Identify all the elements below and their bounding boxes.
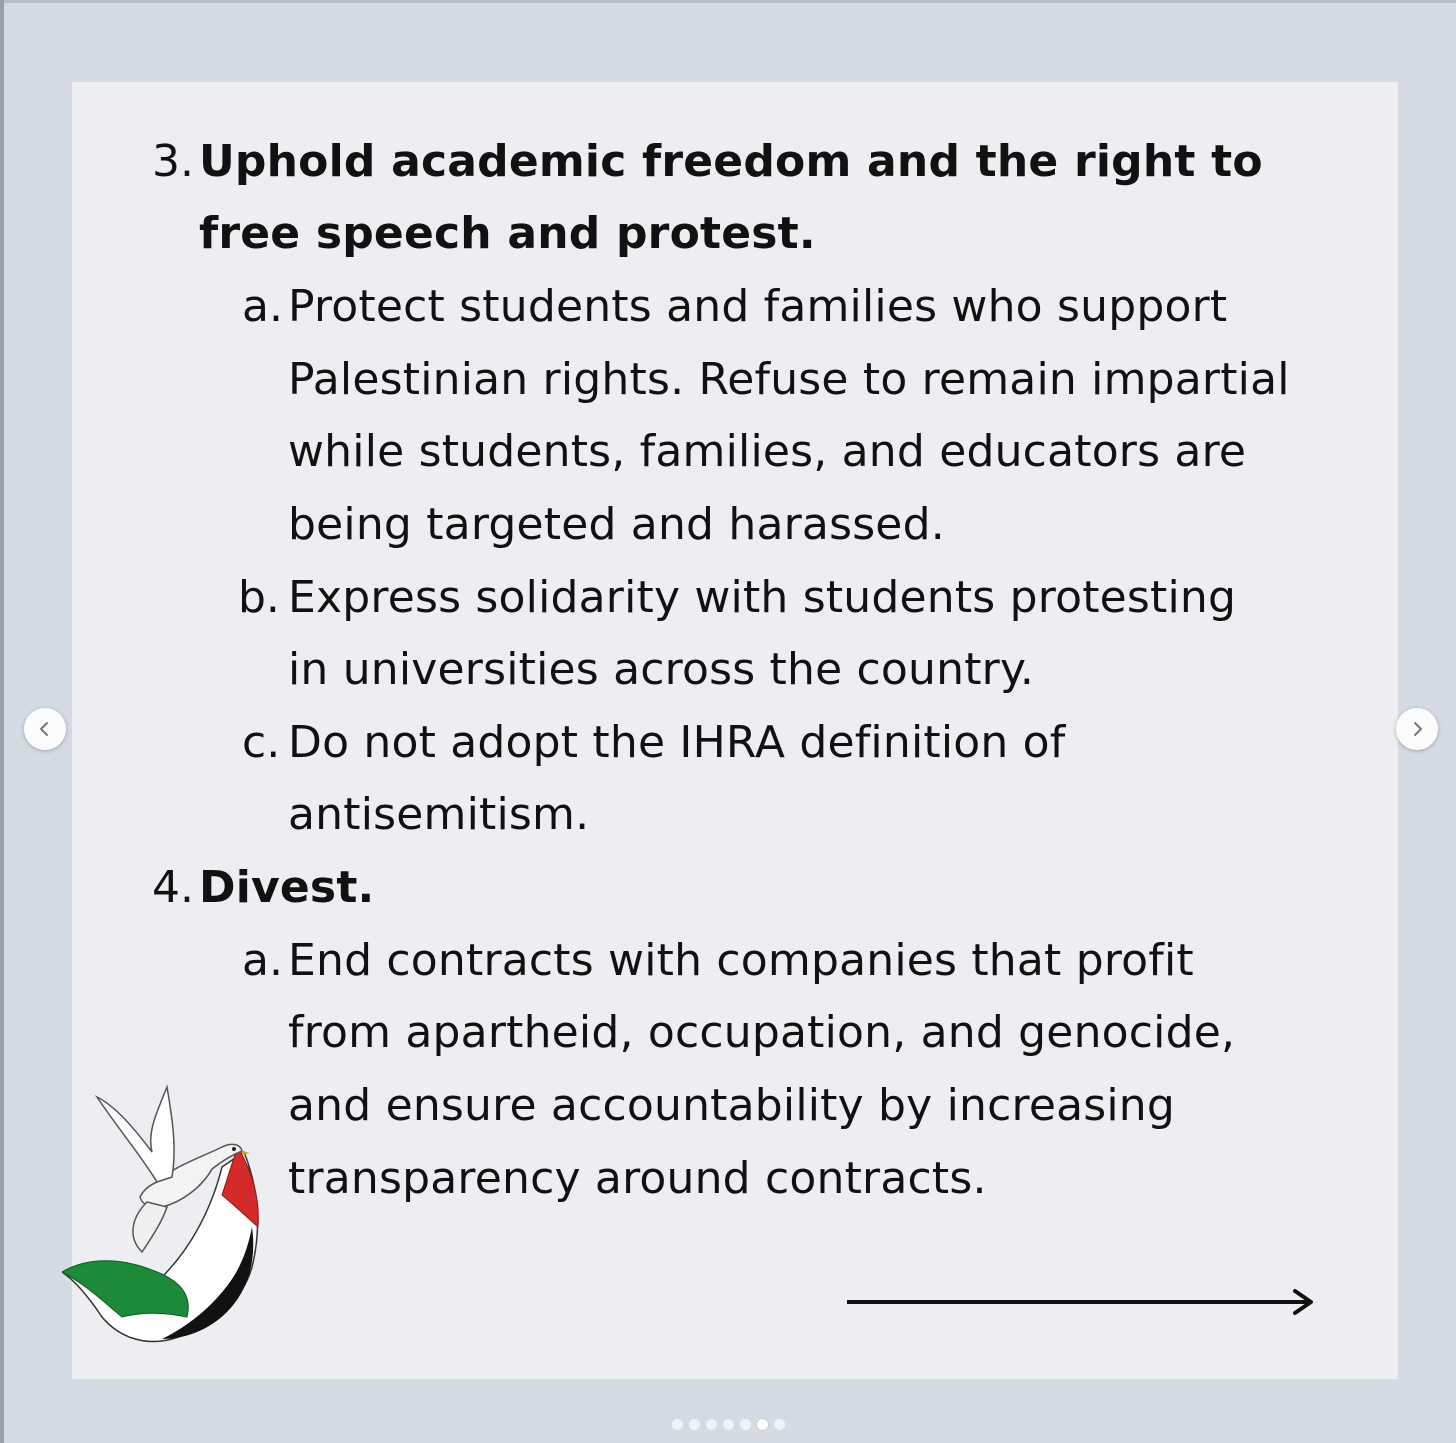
pagination-dot[interactable]	[723, 1419, 734, 1430]
item-number-4: 4.	[152, 862, 194, 913]
carousel-pagination	[672, 1419, 785, 1430]
subitem-3a-line-3: while students, families, and educators are	[288, 426, 1247, 477]
carousel-next-button[interactable]	[1396, 708, 1438, 750]
long-right-arrow-icon	[847, 1287, 1317, 1317]
item-number-3: 3.	[152, 136, 194, 187]
pagination-dot[interactable]	[774, 1419, 785, 1430]
pagination-dot[interactable]	[689, 1419, 700, 1430]
pagination-dot[interactable]	[706, 1419, 717, 1430]
item-4-heading: Divest.	[199, 862, 375, 913]
subitem-3a-line-2: Palestinian rights. Refuse to remain impartial	[288, 354, 1290, 405]
pagination-dot[interactable]	[740, 1419, 751, 1430]
chevron-right-icon	[1408, 720, 1426, 738]
pagination-dot[interactable]	[672, 1419, 683, 1430]
subitem-3c-line-2: antisemitism.	[288, 789, 590, 840]
subitem-4a-line-1: End contracts with companies that profit	[288, 935, 1194, 986]
subitem-4a-line-2: from apartheid, occupation, and genocide,	[288, 1007, 1236, 1058]
subitem-letter-3a: a.	[242, 281, 283, 332]
chevron-left-icon	[36, 720, 54, 738]
carousel-prev-button[interactable]	[24, 708, 66, 750]
item-3-heading-line-1: Uphold academic freedom and the right to	[199, 136, 1263, 187]
window-left-edge	[0, 0, 4, 1443]
item-3-heading-line-2: free speech and protest.	[199, 208, 816, 259]
window-top-edge	[0, 0, 1456, 3]
subitem-letter-3b: b.	[238, 572, 280, 623]
dove-flag-icon	[62, 1077, 277, 1352]
subitem-letter-4a: a.	[242, 935, 283, 986]
subitem-3a-line-4: being targeted and harassed.	[288, 499, 945, 550]
pagination-dot-active[interactable]	[757, 1419, 768, 1430]
subitem-3a-line-1: Protect students and families who support	[288, 281, 1228, 332]
subitem-letter-3c: c.	[242, 717, 281, 768]
subitem-3b-line-1: Express solidarity with students protesting	[288, 572, 1237, 623]
carousel-slide	[72, 82, 1398, 1379]
subitem-3b-line-2: in universities across the country.	[288, 644, 1035, 695]
subitem-4a-line-3: and ensure accountability by increasing	[288, 1080, 1176, 1131]
subitem-4a-line-4: transparency around contracts.	[288, 1153, 987, 1204]
subitem-3c-line-1: Do not adopt the IHRA definition of	[288, 717, 1066, 768]
